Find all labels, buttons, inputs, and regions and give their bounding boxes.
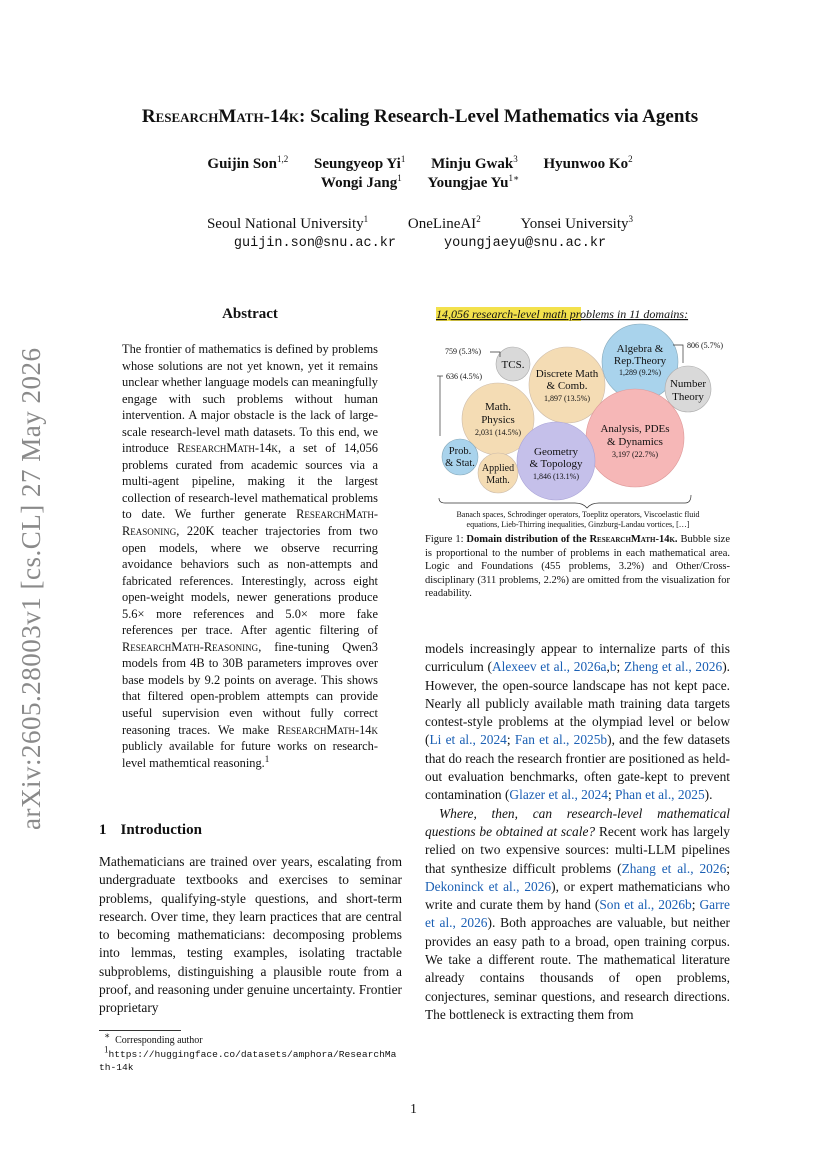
citation-link[interactable]: Dekoninck et al., 2026 xyxy=(425,878,552,894)
affiliations xyxy=(60,216,780,233)
author: Hyunwoo Ko$^2$ xyxy=(543,154,633,172)
bubble-value-algebra: 1,289 (9.2%) xyxy=(619,368,661,377)
citation-link[interactable]: Fan et al., 2025b xyxy=(514,732,608,748)
abstract-text: The frontier of mathematics is defined by problems whose solutions are not yet known, yet it remains unclear whether language models can meaningfully engage with such problems without human intervention. A major obstacle is the lack of large-scale research-level math datasets. To this end, we introduce ResearchMath-14k, a set of 14,056 problems curated from academic sources via a multi-agent pipeline, making it the largest collection of research-level mathematical problems to date. We further generate ResearchMath-Reasoning, 220K teacher trajectories from two open models, where we observe recurring avoidance behaviors such as non-attempts and fabricated references. Interestingly, across eight open-weight models, newer generations produce 5.6× more references and 5.0× more fake references per trace. After agentic filtering of ResearchMath-Reasoning, fine-tuning Qwen3 models from 4B to 30B parameters improves over base models by 9.2 points on average. This shows that filtered open-problem attempts can provide useful supervision even without fully correct reasoning traces. We make ResearchMath-14k publicly available for future works on research-level mathemtical reasoning.$^1$ xyxy=(122,342,378,770)
bubble-label-analysis-1: Analysis, PDEs xyxy=(600,423,670,435)
affiliation: OneLineAI$^2$ xyxy=(407,214,481,232)
title-part: -14 xyxy=(263,106,289,127)
callout-tcs: 759 (5.3%) xyxy=(445,347,481,356)
title-part: Math xyxy=(218,106,264,127)
footnote-url-link[interactable]: https://huggingface.co/datasets/amphora/ResearchMath-14k xyxy=(99,1048,397,1073)
bubble-value-analysis: 3,197 (22.7%) xyxy=(612,450,658,459)
bubble-label-prob-1: Prob. xyxy=(448,446,472,457)
chart-title: 14,056 research-level math problems in 11 domains: xyxy=(436,307,689,321)
bubble-label-discrete-2: & Comb. xyxy=(546,380,588,392)
bubble-label-applied-2: Math. xyxy=(486,475,510,486)
citation-link[interactable]: Son et al., 2026b xyxy=(599,897,692,913)
emails xyxy=(60,236,780,251)
domain-bubble-chart xyxy=(425,305,730,530)
affiliation: Seoul National University$^1$ xyxy=(206,214,369,232)
bubble-label-tcs: TCS. xyxy=(501,359,525,371)
bubble-label-mp-1: Math. xyxy=(485,401,511,413)
bubble-label-geo-1: Geometry xyxy=(534,446,578,458)
affiliation: Yonsei University$^3$ xyxy=(520,214,634,232)
citation-link[interactable]: Li et al., 2024 xyxy=(429,732,507,748)
paragraph: Where, then, can research-level mathematical questions be obtained at scale? Recent work has largely relied on two expensive sources: multi-LLM pipelines that synthesize difficult problems (Zhang et al., 2026; Dekoninck et al., 2026), or expert mathematicians who write and curate them by hand (Son et al., 2026b; Garre et al., 2026). Both approaches are valuable, but neither provides an easy path to a broad, open training corpus. We take a different route. The mathematical literature already contains thousands of open problems, conjectures, seminar questions, and research directions. The bottleneck is extracting them from xyxy=(425,805,731,1022)
paper-title xyxy=(60,106,780,128)
citation-link[interactable]: Alexeev et al., 2026a xyxy=(491,659,607,675)
citation-link[interactable]: Phan et al., 2025 xyxy=(615,787,705,803)
section-heading-introduction: 1 Introduction xyxy=(99,822,202,838)
author: Wongi Jang$^1$ xyxy=(320,173,402,191)
callout-number-theory: 806 (5.7%) xyxy=(687,341,723,350)
bubble-label-nt-1: Number xyxy=(669,378,707,390)
authors-row-2 xyxy=(60,175,780,192)
analysis-topics-line-2: equations, Lieb-Thirring inequalities, Ginzburg-Landau vortices, […] xyxy=(466,520,690,529)
bubble-label-algebra-1: Algebra & xyxy=(616,343,664,355)
footnote-corresponding: ∗ Corresponding author xyxy=(104,1030,203,1046)
citation-link[interactable]: Zhang et al., 2026 xyxy=(621,860,727,876)
footnotes xyxy=(99,1030,402,1075)
bubble-label-geo-2: & Topology xyxy=(529,458,583,470)
authors-row-1 xyxy=(60,156,780,173)
intro-paragraph: Mathematicians are trained over years, escalating from undergraduate textbooks and exercises to seminar problems, qualifying-style questions, and short-term research. Over time, they learn practices that are central to becoming mathematicians: decomposing problems into lemmas, testing examples, isolating tractable subproblems, distinguishing a plausible route from a proof, and reasoning under genuine uncertainty. Frontier proprietary xyxy=(99,854,402,1016)
bubble-value-discrete: 1,897 (13.5%) xyxy=(544,394,590,403)
abstract-heading: Abstract xyxy=(222,306,278,322)
right-column-text xyxy=(425,640,730,1024)
arxiv-identifier: arXiv:2605.28003v1 [cs.CL] 27 May 2026 xyxy=(16,347,46,830)
callout-prob: 636 (4.5%) xyxy=(446,372,482,381)
citation-link[interactable]: Garre et al., 2026 xyxy=(425,897,730,931)
author: Guijin Son$^{1,2}$ xyxy=(207,154,289,172)
author: Seungyeop Yi$^1$ xyxy=(314,154,406,172)
title-part: k xyxy=(288,106,300,127)
citation-link[interactable]: b xyxy=(609,659,617,675)
email-link[interactable]: youngjaeyu@snu.ac.kr xyxy=(444,236,607,251)
bubble-value-geo: 1,846 (13.1%) xyxy=(533,472,579,481)
bubble-label-mp-2: Physics xyxy=(481,414,515,426)
footnote-ref[interactable]: 1 xyxy=(264,753,270,764)
bubble-label-discrete-1: Discrete Math xyxy=(535,368,599,380)
bubble-value-mp: 2,031 (14.5%) xyxy=(475,428,521,437)
title-part: Research xyxy=(141,106,219,127)
bubble-label-applied-1: Applied xyxy=(481,463,515,474)
paragraph: models increasingly appear to internalize parts of this curriculum (Alexeev et al., 2026a,b; Zheng et al., 2026). However, the open-source landscape has not kept pace. Nearly all publicly available math training data targets contest-style problems at the olympiad level or below (Li et al., 2024; Fan et al., 2025b), and the few datasets that do reach the research frontier are positioned as held-out evaluation benchmarks, often gate-kept to prevent contamination (Glazer et al., 2024; Phan et al., 2025). xyxy=(425,641,730,803)
footnote-1: $^1$https://huggingface.co/datasets/amphora/ResearchMath-14k xyxy=(99,1044,397,1073)
figure-caption: Figure 1: Domain distribution of the ResearchMath-14k. Bubble size is proportional to the number of problems in each mathematical area. Logic and Foundations (455 problems, 3.2%) and Other/Cross-disciplinary (311 problems, 2.2%) are omitted from the visualization for readability. xyxy=(425,534,730,600)
citation-link[interactable]: Glazer et al., 2024 xyxy=(509,787,608,803)
author: Youngjae $Yu^{1∗}$ xyxy=(427,173,520,191)
citation-link[interactable]: Zheng et al., 2026 xyxy=(624,659,723,675)
author: Minju Gwak$^3$ xyxy=(431,154,518,172)
title-part: : Scaling Research-Level Mathematics via Agents xyxy=(299,106,699,127)
bubble-label-prob-2: & Stat. xyxy=(445,458,475,469)
bubble-label-nt-2: Theory xyxy=(672,391,704,403)
bubble-label-algebra-2: Rep.Theory xyxy=(613,355,667,367)
bubble-label-analysis-2: & Dynamics xyxy=(607,436,663,448)
bubble-probability xyxy=(442,439,478,475)
analysis-topics-line-1: Banach spaces, Schrodinger operators, Toeplitz operators, Viscoelastic fluid xyxy=(456,510,700,519)
email-link[interactable]: guijin.son@snu.ac.kr xyxy=(233,236,396,251)
footnote-divider xyxy=(99,1030,181,1031)
page-number: 1 xyxy=(410,1101,417,1116)
